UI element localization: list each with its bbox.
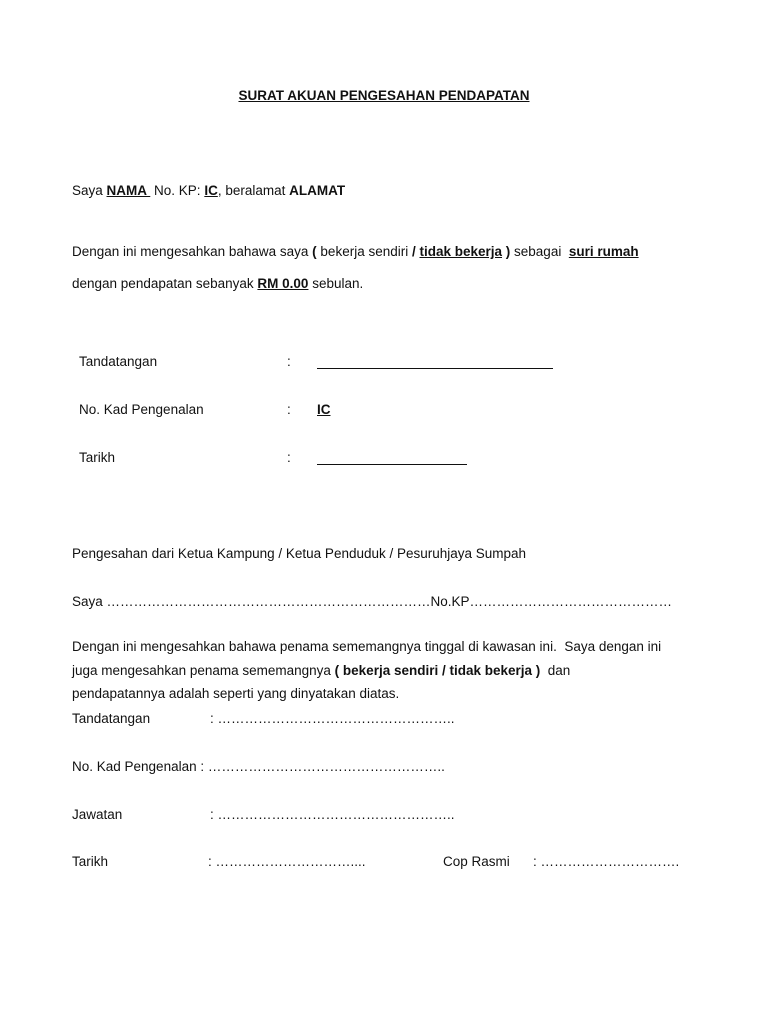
colon: : xyxy=(287,450,291,465)
employment-options: ( bekerja sendiri / tidak bekerja ) xyxy=(334,663,541,678)
beralamat-text: , beralamat xyxy=(217,183,290,198)
confirmation-line-1 xyxy=(72,244,639,260)
colon: : xyxy=(287,402,291,417)
dan-text: dan xyxy=(540,663,571,678)
paren-close: ) xyxy=(502,244,511,259)
endorser-tandatangan-label: Tandatangan xyxy=(72,711,151,726)
option-slash: / xyxy=(411,244,420,259)
endorsement-para-line-1: Dengan ini mengesahkan bahawa penama sememangnya tinggal di kawasan ini. Saya dengan ini xyxy=(72,639,662,654)
confirmation-text: Dengan ini mengesahkan bahawa saya xyxy=(72,244,313,259)
endorsement-para-line-3: pendapatannya adalah seperti yang dinyatakan diatas. xyxy=(72,686,400,701)
kad-pengenalan-label: No. Kad Pengenalan xyxy=(79,402,204,417)
endorsement-para-line-2 xyxy=(72,663,570,679)
paren-open: ( xyxy=(312,244,321,259)
saya-text: Saya xyxy=(72,183,107,198)
alamat-field: ALAMAT xyxy=(289,183,346,198)
cop-rasmi-line: : …………………………. xyxy=(533,854,680,869)
tidak-bekerja-option: tidak bekerja xyxy=(419,244,503,259)
endorser-tandatangan-line: : …………………………………………….. xyxy=(210,711,455,726)
declaration-line xyxy=(72,183,345,199)
endorser-kad-line: No. Kad Pengenalan : …………………………………………….. xyxy=(72,759,445,774)
endorser-tarikh-line: : ………………………….... xyxy=(208,854,366,869)
jawatan-line: : …………………………………………….. xyxy=(210,807,455,822)
tarikh-label: Tarikh xyxy=(79,450,116,465)
date-line xyxy=(317,450,467,465)
endorsement-heading: Pengesahan dari Ketua Kampung / Ketua Penduduk / Pesuruhjaya Sumpah xyxy=(72,546,527,561)
nokp-label: No. KP: xyxy=(150,183,205,198)
signature-line xyxy=(317,354,553,369)
cop-rasmi-label: Cop Rasmi xyxy=(443,854,510,869)
colon: : xyxy=(287,354,291,369)
income-text: dengan pendapatan sebanyak xyxy=(72,276,258,291)
ic-field: IC xyxy=(204,183,218,198)
document-title: SURAT AKUAN PENGESAHAN PENDAPATAN xyxy=(238,88,530,103)
sebagai-text: sebagai xyxy=(510,244,569,259)
para-text: juga mengesahkan penama sememangnya xyxy=(72,663,335,678)
endorser-line: Saya ………………………………………………………………No.KP……………………………………… xyxy=(72,594,673,609)
occupation-field: suri rumah xyxy=(568,244,639,259)
confirmation-line-2 xyxy=(72,276,363,292)
jawatan-label: Jawatan xyxy=(72,807,123,822)
kad-pengenalan-value: IC xyxy=(317,402,331,417)
income-amount: RM 0.00 xyxy=(257,276,309,291)
nama-field: NAMA xyxy=(106,183,151,198)
tandatangan-label: Tandatangan xyxy=(79,354,158,369)
endorser-tarikh-label: Tarikh xyxy=(72,854,109,869)
bekerja-sendiri-option: bekerja sendiri xyxy=(320,244,412,259)
sebulan-text: sebulan. xyxy=(308,276,364,291)
